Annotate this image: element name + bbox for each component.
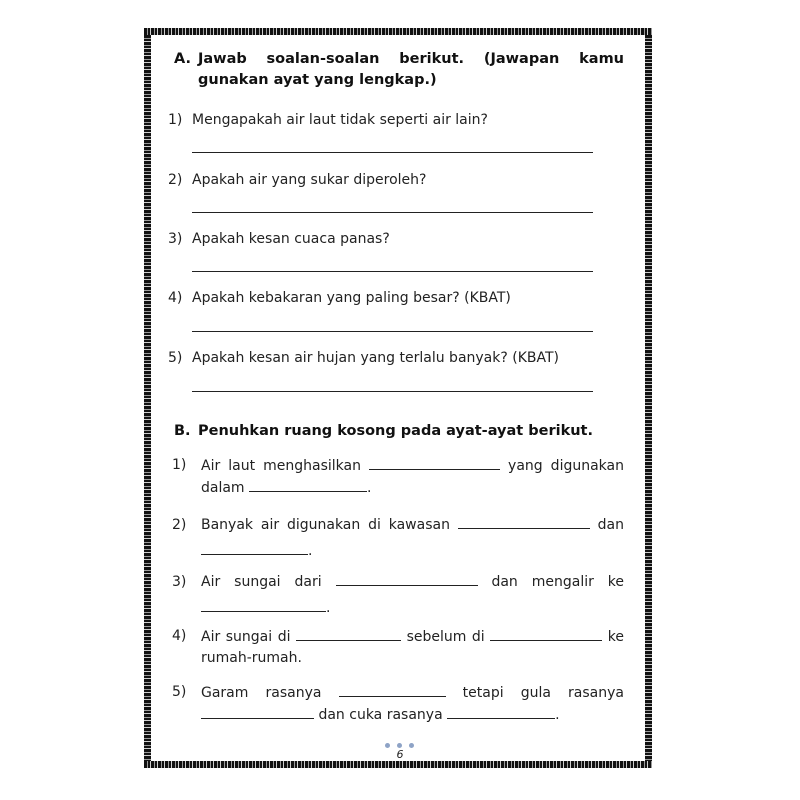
page-number: 6: [396, 748, 404, 761]
question-number: 3): [168, 231, 183, 247]
question-text: Apakah kesan air hujan yang terlalu banyak? (KBAT): [192, 350, 559, 366]
fill-item-b4: [172, 626, 624, 669]
item-number: 4): [172, 628, 187, 644]
blank-field[interactable]: [296, 626, 401, 641]
question-a2: [168, 170, 608, 191]
question-text: Mengapakah air laut tidak seperti air lain?: [192, 112, 488, 128]
item-text: Air sungai dari: [201, 574, 322, 590]
question-a4: [168, 288, 608, 309]
blank-field[interactable]: [339, 682, 446, 697]
answer-line-a4[interactable]: [192, 331, 593, 332]
question-text: Apakah air yang sukar diperoleh?: [192, 172, 427, 188]
section-b-heading: [174, 421, 624, 442]
item-text: .: [555, 707, 560, 723]
question-text: Apakah kesan cuaca panas?: [192, 231, 390, 247]
section-a-heading: [174, 49, 624, 91]
question-number: 1): [168, 112, 183, 128]
section-a-instructions: Jawab soalan-soalan berikut. (Jawapan kamu gunakan ayat yang lengkap.): [198, 51, 624, 88]
item-text: yang digunakan dalam: [201, 458, 624, 496]
item-text: ke rumah-rumah.: [201, 629, 625, 666]
blank-field[interactable]: [458, 514, 590, 529]
item-text: .: [326, 600, 331, 616]
item-number: 3): [172, 574, 187, 590]
answer-line-a5[interactable]: [192, 391, 593, 392]
item-text: .: [367, 480, 372, 496]
item-text: sebelum di: [406, 629, 485, 645]
item-number: 5): [172, 684, 187, 700]
item-number: 2): [172, 517, 187, 533]
fill-item-b5: [172, 682, 624, 726]
blank-field[interactable]: [447, 704, 555, 719]
blank-field[interactable]: [201, 597, 326, 612]
item-text: dan mengalir ke: [491, 574, 625, 590]
blank-field[interactable]: [201, 704, 314, 719]
item-text: tetapi gula rasanya: [462, 685, 624, 701]
fill-item-b3: [172, 569, 624, 621]
blank-field[interactable]: [369, 455, 500, 470]
item-number: 1): [172, 457, 187, 473]
question-number: 4): [168, 290, 183, 306]
item-text: Air sungai di: [201, 629, 291, 645]
question-a5: [168, 348, 608, 369]
question-a1: [168, 110, 608, 131]
item-text: Banyak air digunakan di kawasan: [201, 517, 450, 533]
section-b-letter: B.: [174, 423, 191, 439]
blank-field[interactable]: [201, 540, 308, 555]
question-a3: [168, 229, 608, 250]
question-number: 5): [168, 350, 183, 366]
section-b-instructions: Penuhkan ruang kosong pada ayat-ayat berikut.: [198, 423, 593, 439]
blank-field[interactable]: [249, 477, 367, 492]
answer-line-a1[interactable]: [192, 152, 593, 153]
item-text: .: [308, 543, 313, 559]
answer-line-a2[interactable]: [192, 212, 593, 213]
question-text: Apakah kebakaran yang paling besar? (KBAT): [192, 290, 511, 306]
fill-item-b1: [172, 455, 624, 499]
item-text: dan: [597, 517, 625, 533]
item-text: Garam rasanya: [201, 685, 322, 701]
item-text: Air laut menghasilkan: [201, 458, 361, 474]
fill-item-b2: [172, 512, 624, 564]
question-number: 2): [168, 172, 183, 188]
answer-line-a3[interactable]: [192, 271, 593, 272]
item-text: dan cuka rasanya: [318, 707, 443, 723]
section-a-letter: A.: [174, 51, 191, 67]
blank-field[interactable]: [336, 571, 478, 586]
blank-field[interactable]: [490, 626, 602, 641]
